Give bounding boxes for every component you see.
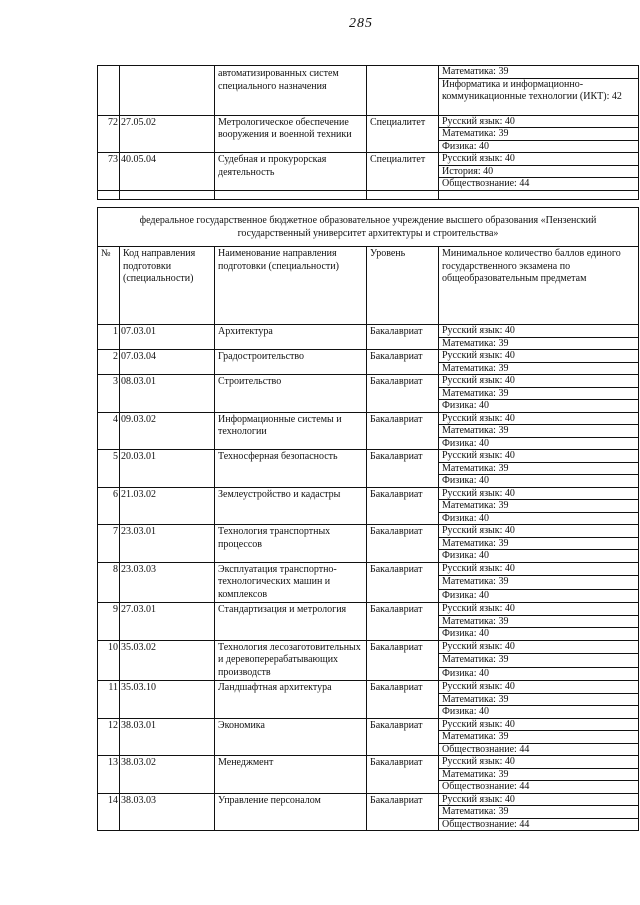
education-level: Специалитет bbox=[367, 115, 439, 153]
direction-name: Информационные системы и технологии bbox=[215, 412, 367, 450]
direction-name: Технология лесозаготовительных и деревоперерабатывающих производств bbox=[215, 640, 367, 681]
subject-min-score: Русский язык: 40 bbox=[439, 350, 639, 363]
direction-name: Стандартизация и метрология bbox=[215, 603, 367, 641]
subject-min-score: Обществознание: 44 bbox=[439, 743, 639, 756]
row-number: 2 bbox=[98, 350, 120, 375]
table-row bbox=[98, 756, 639, 769]
subject-min-score: Математика: 39 bbox=[439, 500, 639, 513]
direction-code: 38.03.01 bbox=[120, 718, 215, 756]
subject-min-score: Русский язык: 40 bbox=[439, 325, 639, 338]
header-name: Наименование направления подготовки (специальности) bbox=[215, 247, 367, 325]
subject-min-score: Русский язык: 40 bbox=[439, 718, 639, 731]
education-level: Бакалавриат bbox=[367, 450, 439, 488]
row-number: 72 bbox=[98, 115, 120, 153]
header-num: № bbox=[98, 247, 120, 325]
subject-min-score: Обществознание: 44 bbox=[439, 818, 639, 831]
header-row bbox=[98, 247, 639, 325]
direction-name: Техносферная безопасность bbox=[215, 450, 367, 488]
direction-code bbox=[120, 66, 215, 116]
subject-min-score: Физика: 40 bbox=[439, 589, 639, 603]
subject-min-score: Русский язык: 40 bbox=[439, 640, 639, 654]
direction-name: Строительство bbox=[215, 375, 367, 413]
direction-code: 35.03.10 bbox=[120, 681, 215, 719]
row-number: 12 bbox=[98, 718, 120, 756]
direction-code: 23.03.01 bbox=[120, 525, 215, 563]
direction-code: 09.03.02 bbox=[120, 412, 215, 450]
direction-code: 27.05.02 bbox=[120, 115, 215, 153]
direction-code: 27.03.01 bbox=[120, 603, 215, 641]
direction-name: Экономика bbox=[215, 718, 367, 756]
table-row bbox=[98, 640, 639, 654]
row-number: 6 bbox=[98, 487, 120, 525]
subject-min-score: Русский язык: 40 bbox=[439, 487, 639, 500]
education-level: Специалитет bbox=[367, 153, 439, 191]
subject-min-score: Физика: 40 bbox=[439, 475, 639, 488]
subject-min-score: Физика: 40 bbox=[439, 400, 639, 413]
direction-name: Градостроительство bbox=[215, 350, 367, 375]
table-row bbox=[98, 487, 639, 500]
subject-min-score: Русский язык: 40 bbox=[439, 756, 639, 769]
direction-name: Управление персоналом bbox=[215, 793, 367, 831]
row-number bbox=[98, 66, 120, 116]
blank-cell bbox=[215, 190, 367, 199]
direction-name: Землеустройство и кадастры bbox=[215, 487, 367, 525]
education-level: Бакалавриат bbox=[367, 412, 439, 450]
subject-min-score: Математика: 39 bbox=[439, 462, 639, 475]
direction-code: 21.03.02 bbox=[120, 487, 215, 525]
table-row bbox=[98, 681, 639, 694]
direction-name: Архитектура bbox=[215, 325, 367, 350]
table-row bbox=[98, 562, 639, 576]
blank-row bbox=[98, 190, 639, 199]
blank-cell bbox=[367, 190, 439, 199]
education-level: Бакалавриат bbox=[367, 603, 439, 641]
table-row bbox=[98, 793, 639, 806]
direction-code: 07.03.01 bbox=[120, 325, 215, 350]
subject-min-score: Математика: 39 bbox=[439, 806, 639, 819]
row-number: 1 bbox=[98, 325, 120, 350]
row-number: 3 bbox=[98, 375, 120, 413]
table-row bbox=[98, 115, 639, 128]
subject-min-score: Математика: 39 bbox=[439, 362, 639, 375]
subject-min-score: Русский язык: 40 bbox=[439, 525, 639, 538]
subject-min-score: Математика: 39 bbox=[439, 693, 639, 706]
page-number: 285 bbox=[349, 16, 373, 31]
subject-min-score: Математика: 39 bbox=[439, 576, 639, 590]
subject-min-score: История: 40 bbox=[439, 165, 639, 178]
direction-code: 38.03.02 bbox=[120, 756, 215, 794]
direction-name: автоматизированных систем специального назначения bbox=[215, 66, 367, 116]
education-level: Бакалавриат bbox=[367, 756, 439, 794]
table-row bbox=[98, 66, 639, 79]
direction-name: Метрологическое обеспечение вооружения и военной техники bbox=[215, 115, 367, 153]
institution-row bbox=[98, 208, 639, 247]
education-level: Бакалавриат bbox=[367, 350, 439, 375]
subject-min-score: Математика: 39 bbox=[439, 615, 639, 628]
subject-min-score: Математика: 39 bbox=[439, 387, 639, 400]
direction-code: 40.05.04 bbox=[120, 153, 215, 191]
education-level: Бакалавриат bbox=[367, 562, 439, 603]
blank-cell bbox=[120, 190, 215, 199]
table-row bbox=[98, 718, 639, 731]
table-row bbox=[98, 525, 639, 538]
education-level: Бакалавриат bbox=[367, 640, 439, 681]
subject-min-score: Физика: 40 bbox=[439, 550, 639, 563]
subject-min-score: Русский язык: 40 bbox=[439, 153, 639, 166]
institution-name: федеральное государственное бюджетное образовательное учреждение высшего образования «Пензенский государственный университет архитектуры и строительства» bbox=[98, 208, 639, 247]
row-number: 73 bbox=[98, 153, 120, 191]
subject-min-score: Математика: 39 bbox=[439, 654, 639, 668]
row-number: 5 bbox=[98, 450, 120, 488]
table-row bbox=[98, 412, 639, 425]
education-level: Бакалавриат bbox=[367, 681, 439, 719]
header-min-score: Минимальное количество баллов единого государственного экзамена по общеобразовательным предметам bbox=[439, 247, 639, 325]
subject-min-score: Физика: 40 bbox=[439, 667, 639, 681]
education-level: Бакалавриат bbox=[367, 793, 439, 831]
subject-min-score: Физика: 40 bbox=[439, 437, 639, 450]
subject-min-score: Физика: 40 bbox=[439, 140, 639, 153]
institution-table bbox=[97, 207, 639, 831]
subject-min-score: Обществознание: 44 bbox=[439, 178, 639, 191]
blank-cell bbox=[439, 190, 639, 199]
blank-cell bbox=[98, 190, 120, 199]
table-row bbox=[98, 375, 639, 388]
header-level: Уровень bbox=[367, 247, 439, 325]
subject-min-score: Математика: 39 bbox=[439, 731, 639, 744]
row-number: 7 bbox=[98, 525, 120, 563]
direction-name: Менеджмент bbox=[215, 756, 367, 794]
subject-min-score: Русский язык: 40 bbox=[439, 681, 639, 694]
direction-name: Ландшафтная архитектура bbox=[215, 681, 367, 719]
education-level: Бакалавриат bbox=[367, 718, 439, 756]
row-number: 10 bbox=[98, 640, 120, 681]
subject-min-score: Русский язык: 40 bbox=[439, 115, 639, 128]
table-row bbox=[98, 153, 639, 166]
subject-min-score: Обществознание: 44 bbox=[439, 781, 639, 794]
subject-min-score: Математика: 39 bbox=[439, 128, 639, 141]
table-row bbox=[98, 325, 639, 338]
subject-min-score: Математика: 39 bbox=[439, 337, 639, 350]
education-level: Бакалавриат bbox=[367, 525, 439, 563]
subject-min-score: Русский язык: 40 bbox=[439, 603, 639, 616]
table-row bbox=[98, 450, 639, 463]
table-row bbox=[98, 350, 639, 363]
subject-min-score: Русский язык: 40 bbox=[439, 793, 639, 806]
row-number: 11 bbox=[98, 681, 120, 719]
direction-code: 35.03.02 bbox=[120, 640, 215, 681]
education-level: Бакалавриат bbox=[367, 487, 439, 525]
row-number: 8 bbox=[98, 562, 120, 603]
education-level bbox=[367, 66, 439, 116]
direction-name: Эксплуатация транспортно-технологических машин и комплексов bbox=[215, 562, 367, 603]
subject-min-score: Русский язык: 40 bbox=[439, 375, 639, 388]
continuation-table bbox=[97, 65, 639, 200]
direction-code: 20.03.01 bbox=[120, 450, 215, 488]
direction-code: 23.03.03 bbox=[120, 562, 215, 603]
subject-min-score: Русский язык: 40 bbox=[439, 412, 639, 425]
subject-min-score: Физика: 40 bbox=[439, 512, 639, 525]
subject-min-score: Информатика и информационно-коммуникационные технологии (ИКТ): 42 bbox=[439, 78, 639, 115]
subject-min-score: Русский язык: 40 bbox=[439, 562, 639, 576]
direction-code: 08.03.01 bbox=[120, 375, 215, 413]
education-level: Бакалавриат bbox=[367, 325, 439, 350]
subject-min-score: Математика: 39 bbox=[439, 768, 639, 781]
direction-name: Технология транспортных процессов bbox=[215, 525, 367, 563]
table-row bbox=[98, 603, 639, 616]
subject-min-score: Математика: 39 bbox=[439, 66, 639, 79]
direction-code: 07.03.04 bbox=[120, 350, 215, 375]
row-number: 4 bbox=[98, 412, 120, 450]
subject-min-score: Математика: 39 bbox=[439, 537, 639, 550]
direction-name: Судебная и прокурорская деятельность bbox=[215, 153, 367, 191]
education-level: Бакалавриат bbox=[367, 375, 439, 413]
header-code: Код направления подготовки (специальности) bbox=[120, 247, 215, 325]
row-number: 13 bbox=[98, 756, 120, 794]
subject-min-score: Физика: 40 bbox=[439, 706, 639, 719]
row-number: 9 bbox=[98, 603, 120, 641]
row-number: 14 bbox=[98, 793, 120, 831]
subject-min-score: Математика: 39 bbox=[439, 425, 639, 438]
subject-min-score: Физика: 40 bbox=[439, 628, 639, 641]
direction-code: 38.03.03 bbox=[120, 793, 215, 831]
subject-min-score: Русский язык: 40 bbox=[439, 450, 639, 463]
